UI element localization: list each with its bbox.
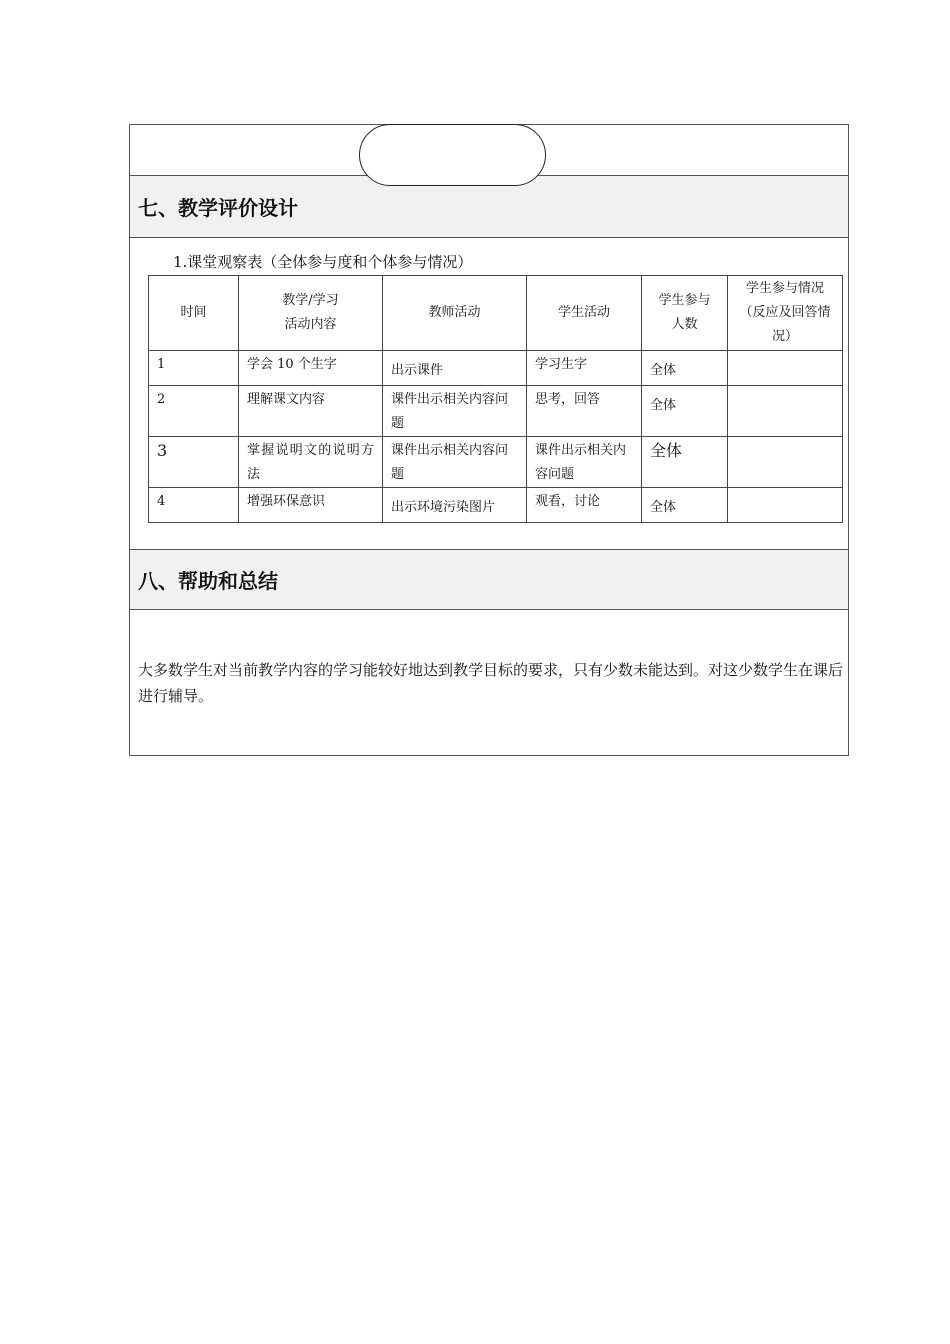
cell-situation (728, 386, 843, 437)
cell-teacher: 课件出示相关内容问题 (383, 437, 527, 488)
column-header-student-activity: 学生活动 (527, 276, 642, 351)
summary-paragraph: 大多数学生对当前教学内容的学习能较好地达到教学目标的要求，只有少数未能达到。对这少数学生在课后进行辅导。 (138, 661, 844, 705)
table-header-row (149, 276, 843, 351)
rounded-label-box (359, 124, 546, 186)
table-row (149, 437, 843, 488)
cell-student: 学习生字 (527, 351, 642, 386)
cell-student: 观看，讨论 (527, 488, 642, 523)
cell-time: 3 (149, 437, 239, 488)
section-7-heading: 七、教学评价设计 (130, 176, 848, 238)
cell-time: 2 (149, 386, 239, 437)
cell-content: 掌握说明文的说明方法 (239, 437, 383, 488)
cell-student: 思考，回答 (527, 386, 642, 437)
cell-participants: 全体 (642, 488, 728, 523)
cell-time: 1 (149, 351, 239, 386)
cell-situation (728, 437, 843, 488)
lesson-plan-form (129, 124, 849, 756)
cell-content: 理解课文内容 (239, 386, 383, 437)
cell-participants: 全体 (642, 351, 728, 386)
table-row (149, 351, 843, 386)
section-8-heading: 八、帮助和总结 (130, 549, 848, 610)
column-header-activity-content: 教学/学习 活动内容 (239, 276, 383, 351)
cell-content: 增强环保意识 (239, 488, 383, 523)
cell-student: 课件出示相关内容问题 (527, 437, 642, 488)
cell-teacher: 课件出示相关内容问题 (383, 386, 527, 437)
column-header-participants: 学生参与 人数 (642, 276, 728, 351)
cell-situation (728, 351, 843, 386)
cell-participants: 全体 (642, 437, 728, 488)
table-row (149, 488, 843, 523)
column-header-teacher-activity: 教师活动 (383, 276, 527, 351)
observation-table (148, 275, 843, 523)
column-header-situation: 学生参与情况 （反应及回答情况） (728, 276, 843, 351)
table-row (149, 386, 843, 437)
cell-time: 4 (149, 488, 239, 523)
table-caption: 1.课堂观察表（全体参与度和个体参与情况） (173, 253, 473, 271)
cell-participants: 全体 (642, 386, 728, 437)
cell-content: 学会 10 个生字 (239, 351, 383, 386)
cell-teacher: 出示环境污染图片 (383, 488, 527, 523)
column-header-time: 时间 (149, 276, 239, 351)
cell-situation (728, 488, 843, 523)
top-row (130, 125, 848, 176)
cell-teacher: 出示课件 (383, 351, 527, 386)
